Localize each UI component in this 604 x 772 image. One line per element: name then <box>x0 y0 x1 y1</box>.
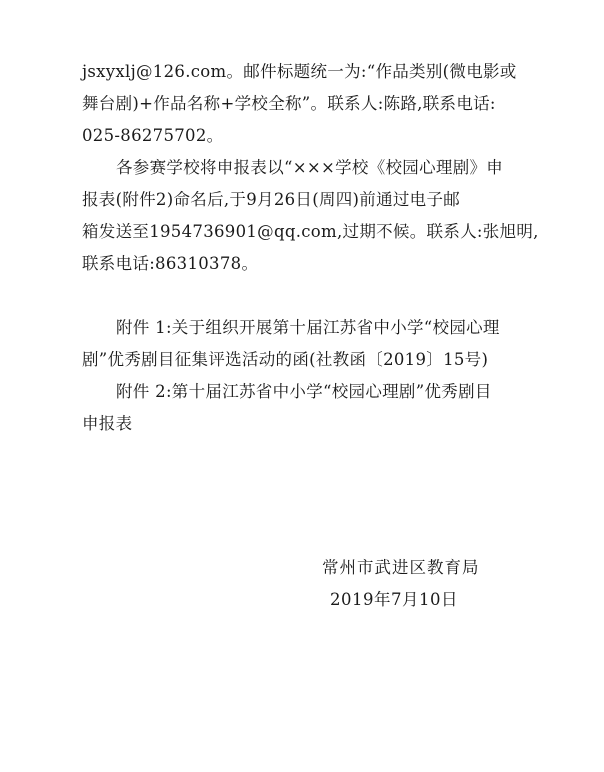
paragraph-2-line-3: 箱发送至1954736901@qq.com,过期不候。联系人:张旭明, <box>82 222 539 241</box>
attachment-2-line-2: 申报表 <box>82 414 133 433</box>
paragraph-1-line-1: jsxyxlj@126.com。邮件标题统一为:“作品类别(微电影或 <box>82 62 517 81</box>
attachment-1-line-2: 剧”优秀剧目征集评选活动的函(社教函〔2019〕15号) <box>82 350 489 369</box>
attachment-2-line-1: 附件 2:第十届江苏省中小学“校园心理剧”优秀剧目 <box>116 382 492 401</box>
paragraph-2-line-2: 报表(附件2)命名后,于9月26日(周四)前通过电子邮 <box>82 190 461 209</box>
paragraph-2-line-4: 联系电话:86310378。 <box>82 254 259 273</box>
attachment-1-line-1: 附件 1:关于组织开展第十届江苏省中小学“校园心理 <box>116 318 500 337</box>
paragraph-1-line-3: 025-86275702。 <box>82 126 224 145</box>
signature-date: 2019年7月10日 <box>330 590 458 609</box>
signature-organization: 常州市武进区教育局 <box>322 558 480 577</box>
paragraph-2-line-1: 各参赛学校将申报表以“×××学校《校园心理剧》申 <box>116 158 504 177</box>
paragraph-1-line-2: 舞台剧)+作品名称+学校全称”。联系人:陈路,联系电话: <box>82 94 496 113</box>
